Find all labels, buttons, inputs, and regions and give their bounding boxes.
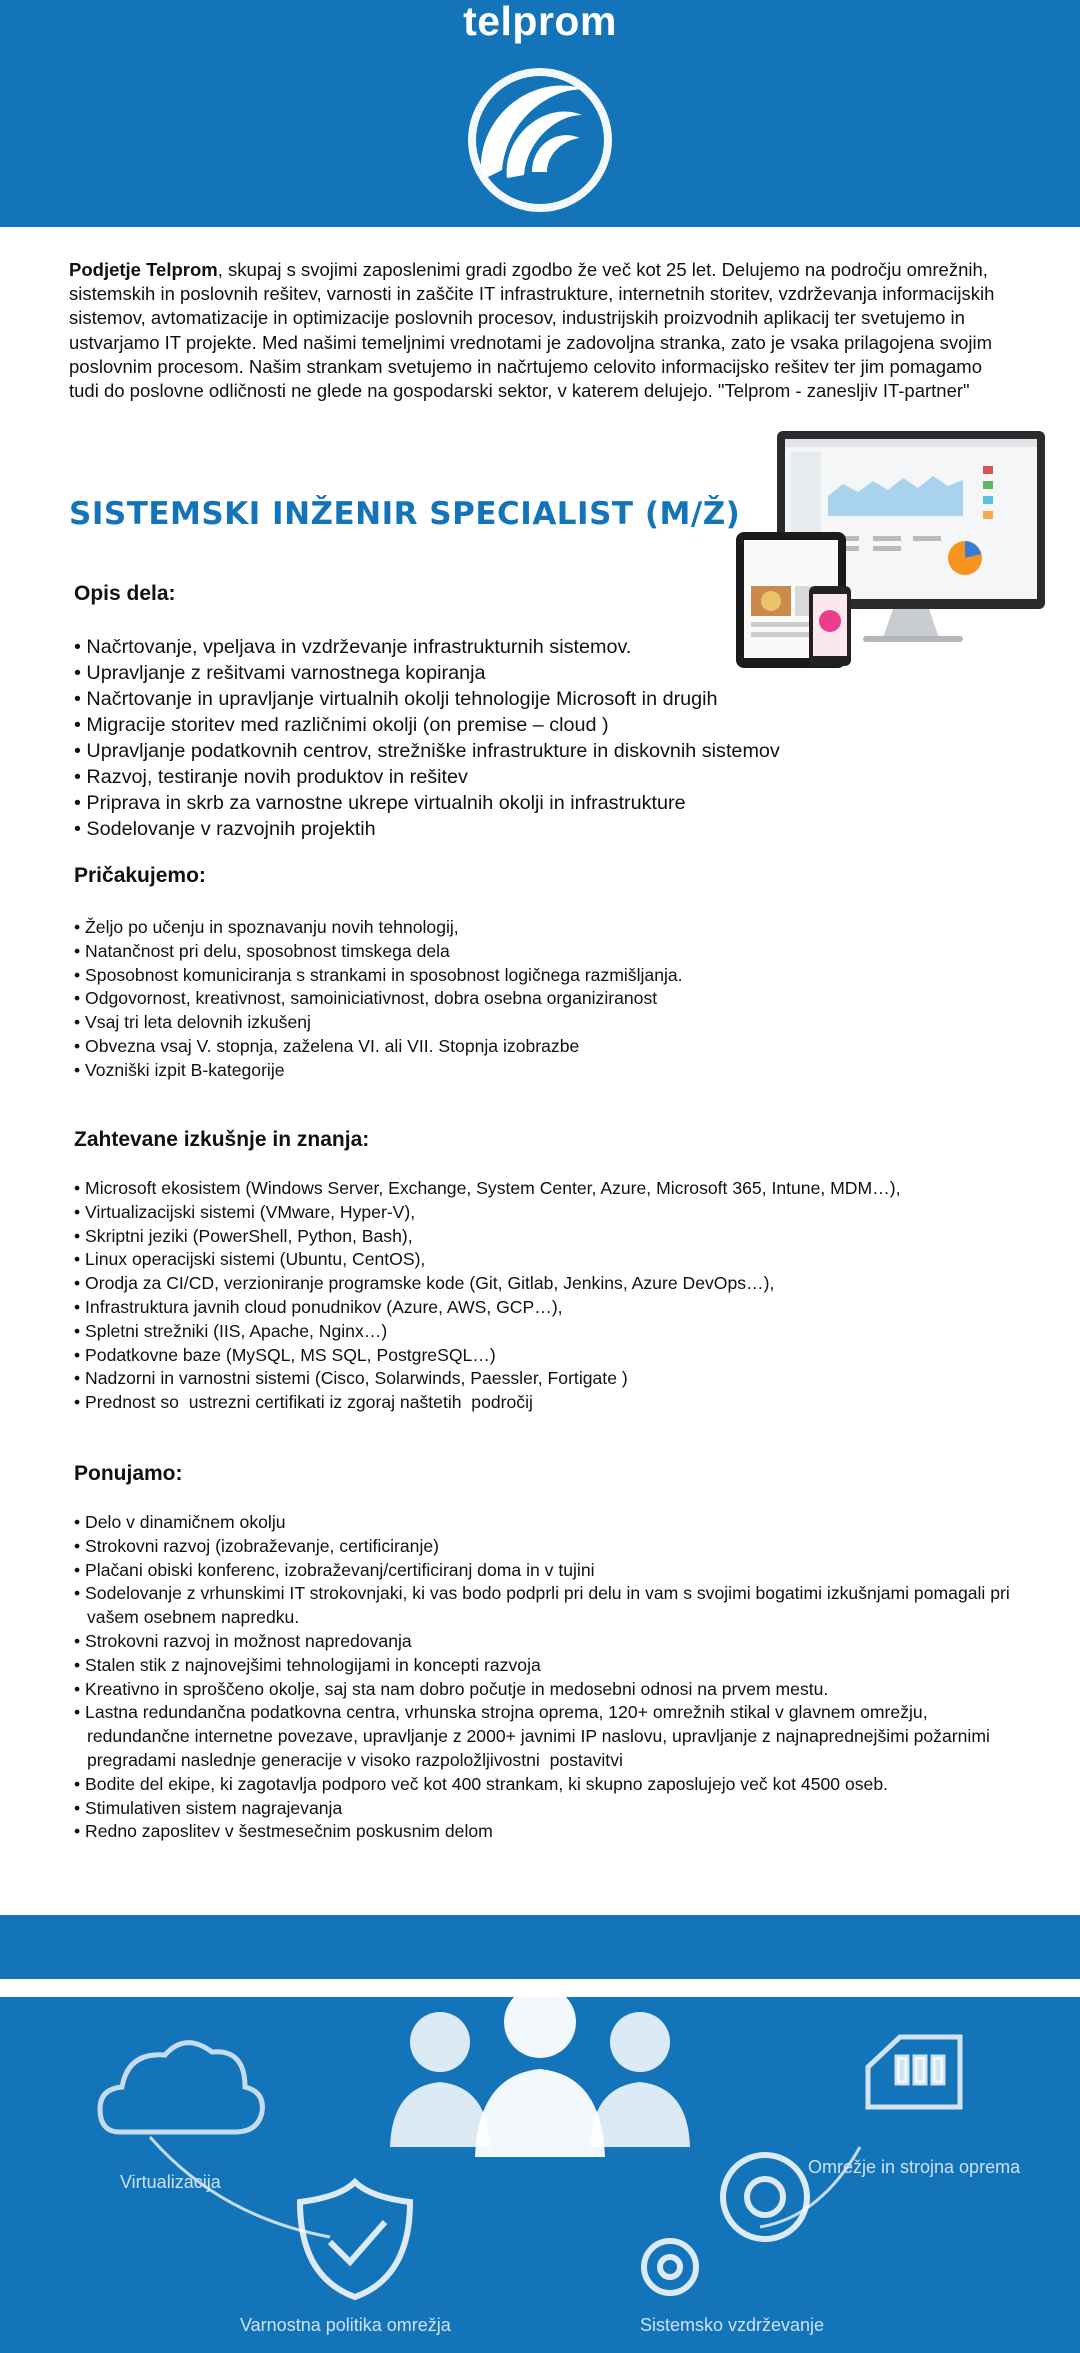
list-item: • Skriptni jeziki (PowerShell, Python, Bash), bbox=[74, 1225, 413, 1246]
job-title: SISTEMSKI INŽENIR SPECIALIST (M/Ž) bbox=[69, 496, 741, 532]
list-item: • Nadzorni in varnostni sistemi (Cisco, Solarwinds, Paessler, Fortigate ) bbox=[74, 1368, 628, 1389]
list-item: • Obvezna vsaj V. stopnja, zaželena VI. ali VII. Stopnja izobrazbe bbox=[74, 1035, 580, 1056]
list-item: • Orodja za CI/CD, verzioniranje programske kode (Git, Gitlab, Jenkins, Azure DevOps…), bbox=[74, 1273, 775, 1294]
pricakujemo-list bbox=[74, 916, 683, 1083]
list-item: • Migracije storitev med različnimi okolji (on premise – cloud ) bbox=[74, 714, 609, 736]
devices-illustration bbox=[733, 426, 1048, 671]
list-item: • Natančnost pri delu, sposobnost timskega dela bbox=[74, 940, 450, 961]
list-item: • Delo v dinamičnem okolju bbox=[74, 1512, 286, 1532]
list-item: • Sodelovanje v razvojnih projektih bbox=[74, 818, 376, 840]
shield-check-icon bbox=[300, 2182, 410, 2297]
service-label-vzdrzevanje: Sistemsko vzdrževanje bbox=[640, 2315, 825, 2335]
list-item: • Sposobnost komuniciranja s strankami in sposobnost logičnega razmišljanja. bbox=[74, 964, 683, 985]
list-item: • Kreativno in sproščeno okolje, saj sta nam dobro počutje in medosebni odnosi na prvem mestu. bbox=[74, 1678, 829, 1699]
brand-name: telprom bbox=[463, 0, 617, 44]
service-label-varnost: Varnostna politika omrežja bbox=[240, 2315, 451, 2335]
server-icon bbox=[868, 2037, 960, 2107]
list-item: • Linux operacijski sistemi (Ubuntu, CentOS), bbox=[74, 1249, 426, 1270]
services-banner bbox=[0, 1997, 1080, 2353]
list-item: • Microsoft ekosistem (Windows Server, Exchange, System Center, Azure, Microsoft 365, Intune, MDM…), bbox=[74, 1178, 901, 1198]
list-item: • Vsaj tri leta delovnih izkušenj bbox=[74, 1012, 311, 1033]
list-item: • Stalen stik z najnovejšimi tehnologijami in koncepti razvoja bbox=[74, 1654, 541, 1675]
list-item: • Infrastruktura javnih cloud ponudnikov (Azure, AWS, GCP…), bbox=[74, 1296, 563, 1317]
divider-band bbox=[0, 1915, 1080, 1979]
opis-heading: Opis dela: bbox=[74, 582, 176, 605]
list-item: • Strokovni razvoj in možnost napredovanja bbox=[74, 1630, 412, 1651]
list-item: • Lastna redundančna podatkovna centra, vrhunska strojna oprema, 120+ omrežnih stikal v glavnem omrežju, redundančne internetne povezave, upravljanje z 2000+ javnimi IP naslovu, upravljanje z najnaprednejšimi požarnimi pregradami naslednje generacije v visoko razpoložljivostni postavitvi bbox=[74, 1702, 995, 1770]
list-item: • Odgovornost, kreativnost, samoiniciativnost, dobra osebna organiziranost bbox=[74, 988, 658, 1009]
ponujamo-list bbox=[74, 1511, 1024, 1844]
zahtevane-list bbox=[74, 1177, 901, 1415]
gear-icon bbox=[644, 2155, 807, 2293]
list-item: • Načrtovanje, vpeljava in vzdrževanje infrastrukturnih sistemov. bbox=[74, 636, 632, 658]
company-name: Podjetje Telprom bbox=[69, 259, 218, 280]
opis-list bbox=[74, 634, 780, 842]
list-item: • Bodite del ekipe, ki zagotavlja podporo več kot 400 strankam, ki skupno zaposlujejo več kot 4500 oseb. bbox=[74, 1773, 889, 1794]
pricakujemo-heading: Pričakujemo: bbox=[74, 864, 206, 887]
list-item: • Stimulativen sistem nagrajevanja bbox=[74, 1797, 343, 1818]
list-item: • Priprava in skrb za varnostne ukrepe virtualnih okolji in infrastrukture bbox=[74, 792, 686, 814]
list-item: • Željo po učenju in spoznavanju novih tehnologij, bbox=[74, 917, 459, 937]
list-item: • Plačani obiski konferenc, izobraževanj/certificiranj doma in v tujini bbox=[74, 1559, 595, 1580]
list-item: • Načrtovanje in upravljanje virtualnih okolji tehnologije Microsoft in drugih bbox=[74, 688, 718, 710]
list-item: • Prednost so ustrezni certifikati iz zgoraj naštetih področij bbox=[74, 1392, 533, 1413]
list-item: • Podatkovne baze (MySQL, MS SQL, PostgreSQL…) bbox=[74, 1344, 496, 1365]
list-item: • Upravljanje podatkovnih centrov, strežniške infrastrukture in diskovnih sistemov bbox=[74, 740, 780, 762]
service-label-omrezje: Omrežje in strojna oprema bbox=[808, 2157, 1021, 2177]
list-item: • Virtualizacijski sistemi (VMware, Hyper-V), bbox=[74, 1201, 416, 1222]
ponujamo-heading: Ponujamo: bbox=[74, 1462, 183, 1485]
list-item: • Redno zaposlitev v šestmesečnim poskusnim delom bbox=[74, 1821, 493, 1842]
cloud-icon bbox=[100, 2043, 262, 2132]
list-item: • Strokovni razvoj (izobraževanje, certificiranje) bbox=[74, 1535, 440, 1556]
telprom-swirl-logo-icon bbox=[462, 60, 612, 215]
list-item: • Sodelovanje z vrhunskimi IT strokovnjaki, ki vas bodo podprli pri delu in vam s svojimi bogatimi izkušnjami pomagali pri vašem osebnem napredku. bbox=[74, 1583, 1015, 1628]
header-banner bbox=[0, 0, 1080, 227]
list-item: • Razvoj, testiranje novih produktov in rešitev bbox=[74, 766, 468, 788]
team-icon bbox=[390, 1997, 690, 2157]
zahtevane-heading: Zahtevane izkušnje in znanja: bbox=[74, 1128, 370, 1151]
list-item: • Upravljanje z rešitvami varnostnega kopiranja bbox=[74, 662, 486, 684]
list-item: • Spletni strežniki (IIS, Apache, Nginx…) bbox=[74, 1320, 388, 1341]
list-item: • Vozniški izpit B-kategorije bbox=[74, 1059, 285, 1080]
intro-text: , skupaj s svojimi zaposlenimi gradi zgodbo že več kot 25 let. Delujemo na področju omrežnih, sistemskih in poslovnih rešitev, varnosti in zaščite IT infrastrukture, internetnih storitev, vzdrževanja informacijskih sistemov, avtomatizacije in optimizacije poslovnih procesov, industrijskih proizvodnih aplikacij ter svetujemo in ustvarjamo IT projekte. Med našimi temeljnimi vrednotami je zadovoljna stranka, zato je vsaka prilagojena svojim poslovnim procesom. Našim strankam svetujemo in načrtujemo celovito informacijsko rešitev ter jim pomagamo tudi do poslovne odličnosti ne glede na gospodarski sektor, v katerem delujejo. "Telprom - zanesljiv IT-partner" bbox=[69, 259, 995, 402]
service-label-virtualizacija: Virtualizacija bbox=[120, 2172, 221, 2192]
company-intro bbox=[69, 258, 1014, 403]
